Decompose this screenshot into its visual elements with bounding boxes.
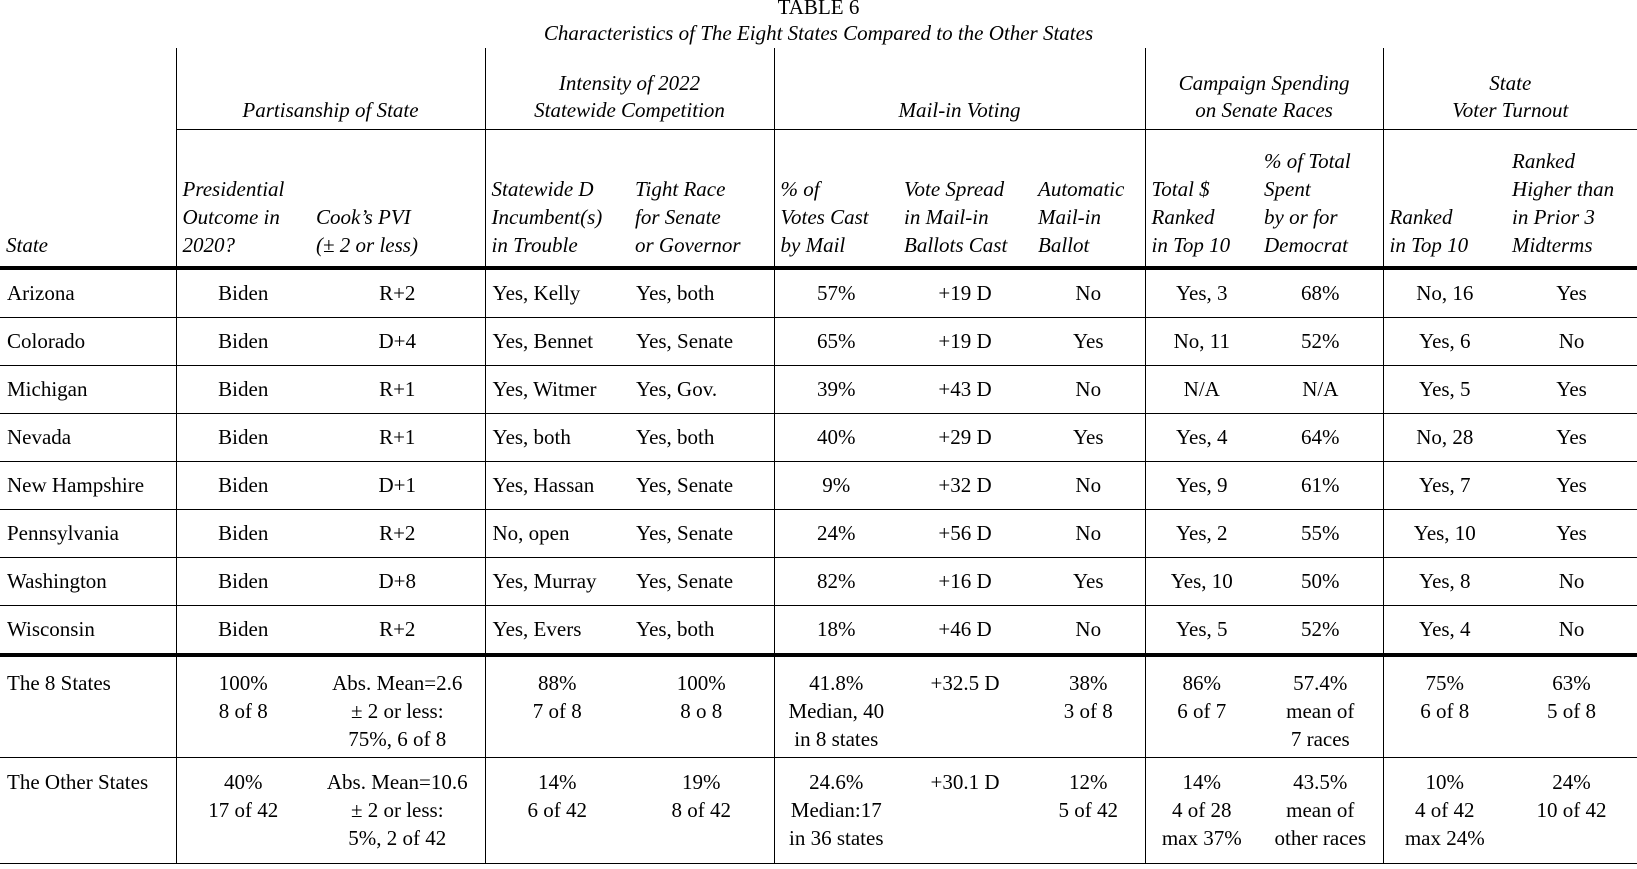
- cell-line: Mail-in: [1038, 205, 1102, 229]
- state-name-cell: New Hampshire: [0, 462, 176, 510]
- table-row-wisconsin: [0, 606, 1637, 656]
- column-header-pct-democrat: [1258, 130, 1383, 269]
- table-cell: Yes, 4: [1383, 606, 1506, 656]
- table-cell: N/A: [1145, 366, 1258, 414]
- table-cell: 50%: [1258, 558, 1383, 606]
- summary-cell: [176, 758, 310, 864]
- table-cell: Yes, Bennet: [485, 318, 629, 366]
- cell-line: Ballots Cast: [904, 233, 1008, 257]
- table-cell: No: [1032, 510, 1145, 558]
- cell-line: 38%: [1069, 671, 1108, 695]
- group-header-turnout: [1383, 48, 1637, 130]
- table-row-arizona: [0, 268, 1637, 318]
- table-cell: +29 D: [898, 414, 1032, 462]
- column-header-turnout-higher: [1506, 130, 1637, 269]
- cell-line: +30.1 D: [930, 770, 1000, 794]
- cell-line: in Mail-in: [904, 205, 989, 229]
- table-cell: 24%: [774, 510, 898, 558]
- summary-label-cell: [0, 758, 176, 864]
- table-cell: Biden: [176, 268, 310, 318]
- cell-line: Partisanship of State: [242, 98, 419, 122]
- state-name-cell: Washington: [0, 558, 176, 606]
- table-cell: 9%: [774, 462, 898, 510]
- table-cell: Yes, Murray: [485, 558, 629, 606]
- table-cell: 55%: [1258, 510, 1383, 558]
- table-cell: N/A: [1258, 366, 1383, 414]
- cell-line: State: [1489, 71, 1532, 95]
- summary-cell: [898, 655, 1032, 758]
- cell-line: in Top 10: [1389, 233, 1469, 257]
- cell-line: 4 of 42: [1415, 798, 1475, 822]
- cell-line: Midterms: [1512, 233, 1593, 257]
- cell-line: Automatic: [1038, 177, 1125, 201]
- cell-line: The Other States: [7, 770, 149, 794]
- cell-line: 40%: [224, 770, 263, 794]
- cell-line: 7 races: [1290, 727, 1350, 751]
- cell-line: 8 of 8: [218, 699, 268, 723]
- cell-line: Outcome in: [182, 205, 280, 229]
- table-cell: Yes, 6: [1383, 318, 1506, 366]
- table-cell: No: [1032, 606, 1145, 656]
- cell-line: 24%: [1552, 770, 1591, 794]
- column-header-incumbent: [485, 130, 629, 269]
- summary-cell: [774, 758, 898, 864]
- table-cell: Biden: [176, 462, 310, 510]
- table-cell: No, 16: [1383, 268, 1506, 318]
- table-cell: +56 D: [898, 510, 1032, 558]
- table-cell: +32 D: [898, 462, 1032, 510]
- summary-cell: [1258, 655, 1383, 758]
- cell-line: 5 of 8: [1547, 699, 1597, 723]
- cell-line: Statewide D: [491, 177, 594, 201]
- cell-line: Tight Race: [635, 177, 726, 201]
- cell-line: 8 o 8: [680, 699, 723, 723]
- column-header-total-spend: [1145, 130, 1258, 269]
- summary-cell: [1383, 758, 1506, 864]
- column-header-pvi: [310, 130, 485, 269]
- cell-line: Abs. Mean=2.6: [332, 671, 463, 695]
- cell-line: 100%: [676, 671, 726, 695]
- table-cell: Yes, Witmer: [485, 366, 629, 414]
- cell-line: 2020?: [182, 233, 235, 257]
- cell-line: 5%, 2 of 42: [348, 826, 447, 850]
- summary-cell: [1383, 655, 1506, 758]
- table-cell: Yes, both: [629, 268, 774, 318]
- table-cell: R+2: [310, 510, 485, 558]
- table-cell: Yes, 5: [1383, 366, 1506, 414]
- cell-line: 8 of 42: [671, 798, 731, 822]
- table-cell: +46 D: [898, 606, 1032, 656]
- table-row-michigan: [0, 366, 1637, 414]
- table-cell: Yes, Senate: [629, 318, 774, 366]
- table-cell: Yes, Gov.: [629, 366, 774, 414]
- table-cell: 52%: [1258, 606, 1383, 656]
- cell-line: 75%: [1425, 671, 1465, 695]
- summary-label-cell: [0, 655, 176, 758]
- table-label: TABLE 6: [777, 0, 860, 19]
- cell-line: max 24%: [1404, 826, 1485, 850]
- cell-line: in Trouble: [491, 233, 578, 257]
- table-cell: Yes: [1506, 462, 1637, 510]
- table-cell: Biden: [176, 558, 310, 606]
- table-cell: Biden: [176, 606, 310, 656]
- table-cell: Yes, 8: [1383, 558, 1506, 606]
- summary-cell: [310, 655, 485, 758]
- cell-line: 4 of 28: [1172, 798, 1232, 822]
- table-cell: No, 11: [1145, 318, 1258, 366]
- cell-line: Campaign Spending: [1178, 71, 1350, 95]
- summary-cell: [1258, 758, 1383, 864]
- state-rows: [0, 268, 1637, 655]
- cell-line: Ranked: [1151, 205, 1215, 229]
- state-name-cell: Pennsylvania: [0, 510, 176, 558]
- cell-line: mean of: [1286, 699, 1355, 723]
- table-cell: 65%: [774, 318, 898, 366]
- table-cell: Yes: [1032, 414, 1145, 462]
- table-cell: 39%: [774, 366, 898, 414]
- table-cell: D+1: [310, 462, 485, 510]
- table-cell: No: [1506, 318, 1637, 366]
- cell-line: 88%: [538, 671, 577, 695]
- cell-line: 41.8%: [809, 671, 864, 695]
- cell-line: by or for: [1264, 205, 1338, 229]
- table-cell: Yes, Senate: [629, 510, 774, 558]
- summary-row-other-states: [0, 758, 1637, 864]
- summary-cell: [629, 758, 774, 864]
- cell-line: Vote Spread: [904, 177, 1005, 201]
- cell-line: State: [6, 233, 48, 257]
- summary-cell: [1506, 655, 1637, 758]
- summary-rows: [0, 655, 1637, 864]
- cell-line: 100%: [218, 671, 268, 695]
- cell-line: 10%: [1425, 770, 1465, 794]
- table-cell: 82%: [774, 558, 898, 606]
- table-cell: 18%: [774, 606, 898, 656]
- table-row-washington: [0, 558, 1637, 606]
- table-cell: Yes, 10: [1383, 510, 1506, 558]
- cell-line: 5 of 42: [1058, 798, 1119, 822]
- table-cell: Yes: [1032, 318, 1145, 366]
- cell-line: 17 of 42: [208, 798, 279, 822]
- cell-line: ± 2 or less:: [350, 699, 444, 723]
- group-header-competition: [485, 48, 774, 130]
- cell-line: 14%: [538, 770, 577, 794]
- table-cell: +19 D: [898, 268, 1032, 318]
- summary-cell: [898, 758, 1032, 864]
- summary-cell: [1145, 758, 1258, 864]
- table-cell: 52%: [1258, 318, 1383, 366]
- cell-line: 75%, 6 of 8: [348, 727, 447, 751]
- cell-line: 12%: [1069, 770, 1108, 794]
- cell-line: mean of: [1286, 798, 1355, 822]
- cell-line: 6 of 8: [1420, 699, 1470, 723]
- cell-line: Intensity of 2022: [558, 71, 701, 95]
- cell-line: The 8 States: [7, 671, 111, 695]
- cell-line: in Top 10: [1151, 233, 1231, 257]
- table-cell: Yes: [1506, 414, 1637, 462]
- table-cell: +19 D: [898, 318, 1032, 366]
- table-cell: 57%: [774, 268, 898, 318]
- group-header-blank: [0, 48, 176, 130]
- table-cell: Yes, 3: [1145, 268, 1258, 318]
- table-cell: Yes, 2: [1145, 510, 1258, 558]
- cell-line: 10 of 42: [1536, 798, 1607, 822]
- table-cell: No: [1506, 558, 1637, 606]
- cell-line: Cook’s PVI: [316, 205, 411, 229]
- table-cell: Yes, Hassan: [485, 462, 629, 510]
- cell-line: +32.5 D: [930, 671, 1000, 695]
- state-name-cell: Michigan: [0, 366, 176, 414]
- cell-line: Ranked: [1389, 205, 1453, 229]
- cell-line: Ballot: [1038, 233, 1090, 257]
- summary-cell: [1032, 655, 1145, 758]
- column-header-presidential: [176, 130, 310, 269]
- cell-line: Total $: [1151, 177, 1210, 201]
- group-header-partisanship: [176, 48, 485, 130]
- table-cell: Yes, both: [629, 414, 774, 462]
- group-header-mail-in: [774, 48, 1145, 130]
- table-cell: Biden: [176, 318, 310, 366]
- table-cell: No: [1032, 366, 1145, 414]
- table-cell: 40%: [774, 414, 898, 462]
- cell-line: 7 of 8: [532, 699, 582, 723]
- table-cell: Yes, 4: [1145, 414, 1258, 462]
- summary-cell: [176, 655, 310, 758]
- table-row-new-hampshire: [0, 462, 1637, 510]
- table-cell: 68%: [1258, 268, 1383, 318]
- table-cell: Yes, 7: [1383, 462, 1506, 510]
- cell-line: Spent: [1264, 177, 1311, 201]
- cell-line: on Senate Races: [1195, 98, 1333, 122]
- cell-line: 6 of 7: [1177, 699, 1227, 723]
- summary-cell: [310, 758, 485, 864]
- table-cell: R+1: [310, 414, 485, 462]
- table-cell: Biden: [176, 414, 310, 462]
- table-cell: R+2: [310, 606, 485, 656]
- cell-line: Votes Cast: [780, 205, 869, 229]
- table-cell: Biden: [176, 510, 310, 558]
- state-name-cell: Nevada: [0, 414, 176, 462]
- cell-line: 14%: [1182, 770, 1222, 794]
- table-cell: Yes: [1506, 510, 1637, 558]
- cell-line: 19%: [682, 770, 721, 794]
- cell-line: other races: [1274, 826, 1367, 850]
- state-name-cell: Wisconsin: [0, 606, 176, 656]
- column-header-automatic: [1032, 130, 1145, 269]
- group-header-row: [0, 48, 1637, 130]
- cell-line: 57.4%: [1293, 671, 1348, 695]
- summary-row-eight-states: [0, 655, 1637, 758]
- table-cell: Biden: [176, 366, 310, 414]
- summary-cell: [485, 655, 629, 758]
- cell-line: Higher than: [1512, 177, 1615, 201]
- table-cell: D+8: [310, 558, 485, 606]
- table-cell: Yes: [1032, 558, 1145, 606]
- cell-line: (± 2 or less): [316, 233, 418, 257]
- summary-cell: [1032, 758, 1145, 864]
- cell-line: Presidential: [182, 177, 285, 201]
- cell-line: 63%: [1552, 671, 1591, 695]
- table-cell: Yes, Senate: [629, 558, 774, 606]
- table-cell: 64%: [1258, 414, 1383, 462]
- cell-line: 6 of 42: [527, 798, 587, 822]
- table-row-colorado: [0, 318, 1637, 366]
- table-cell: R+1: [310, 366, 485, 414]
- table-cell: No: [1032, 462, 1145, 510]
- summary-cell: [629, 655, 774, 758]
- table-cell: R+2: [310, 268, 485, 318]
- column-header-state: [0, 130, 176, 269]
- cell-line: by Mail: [780, 233, 846, 257]
- cell-line: in 36 states: [789, 826, 884, 850]
- cell-line: or Governor: [635, 233, 741, 257]
- column-header-turnout-rank: [1383, 130, 1506, 269]
- table-cell: No: [1032, 268, 1145, 318]
- table-cell: No: [1506, 606, 1637, 656]
- table-cell: +16 D: [898, 558, 1032, 606]
- cell-line: ± 2 or less:: [350, 798, 444, 822]
- table-cell: No, open: [485, 510, 629, 558]
- cell-line: 86%: [1182, 671, 1222, 695]
- cell-line: Mail-in Voting: [898, 98, 1021, 122]
- table-row-pennsylvania: [0, 510, 1637, 558]
- summary-cell: [1506, 758, 1637, 864]
- table-cell: Yes, Kelly: [485, 268, 629, 318]
- cell-line: in Prior 3: [1512, 205, 1595, 229]
- cell-line: % of: [780, 177, 820, 201]
- summary-cell: [485, 758, 629, 864]
- table-cell: +43 D: [898, 366, 1032, 414]
- cell-line: Democrat: [1264, 233, 1348, 257]
- cell-line: Statewide Competition: [534, 98, 725, 122]
- cell-line: in 8 states: [794, 727, 879, 751]
- state-name-cell: Arizona: [0, 268, 176, 318]
- summary-cell: [1145, 655, 1258, 758]
- table-cell: Yes: [1506, 268, 1637, 318]
- cell-line: Voter Turnout: [1452, 98, 1569, 122]
- table-cell: Yes, 10: [1145, 558, 1258, 606]
- cell-line: Ranked: [1512, 149, 1576, 173]
- cell-line: 24.6%: [809, 770, 864, 794]
- column-header-tight-race: [629, 130, 774, 269]
- cell-line: 3 of 8: [1063, 699, 1113, 723]
- cell-line: Median, 40: [788, 699, 885, 723]
- cell-line: Incumbent(s): [491, 205, 603, 229]
- table-row-nevada: [0, 414, 1637, 462]
- table-cell: No, 28: [1383, 414, 1506, 462]
- table-cell: Yes, both: [485, 414, 629, 462]
- cell-line: for Senate: [635, 205, 721, 229]
- table-cell: Yes, 5: [1145, 606, 1258, 656]
- characteristics-table: [0, 48, 1637, 864]
- column-header-vote-spread: [898, 130, 1032, 269]
- state-name-cell: Colorado: [0, 318, 176, 366]
- table-cell: 61%: [1258, 462, 1383, 510]
- table-cell: Yes: [1506, 366, 1637, 414]
- summary-cell: [774, 655, 898, 758]
- table-cell: Yes, Senate: [629, 462, 774, 510]
- table-cell: D+4: [310, 318, 485, 366]
- group-header-spending: [1145, 48, 1383, 130]
- column-header-pct-mail: [774, 130, 898, 269]
- cell-line: 43.5%: [1293, 770, 1348, 794]
- cell-line: Median:17: [790, 798, 882, 822]
- cell-line: % of Total: [1264, 149, 1351, 173]
- table-cell: Yes, 9: [1145, 462, 1258, 510]
- table-cell: Yes, both: [629, 606, 774, 656]
- cell-line: Abs. Mean=10.6: [326, 770, 468, 794]
- column-header-row: [0, 130, 1637, 269]
- cell-line: max 37%: [1161, 826, 1242, 850]
- table-cell: Yes, Evers: [485, 606, 629, 656]
- table-caption: Characteristics of The Eight States Compared to the Other States: [543, 21, 1094, 45]
